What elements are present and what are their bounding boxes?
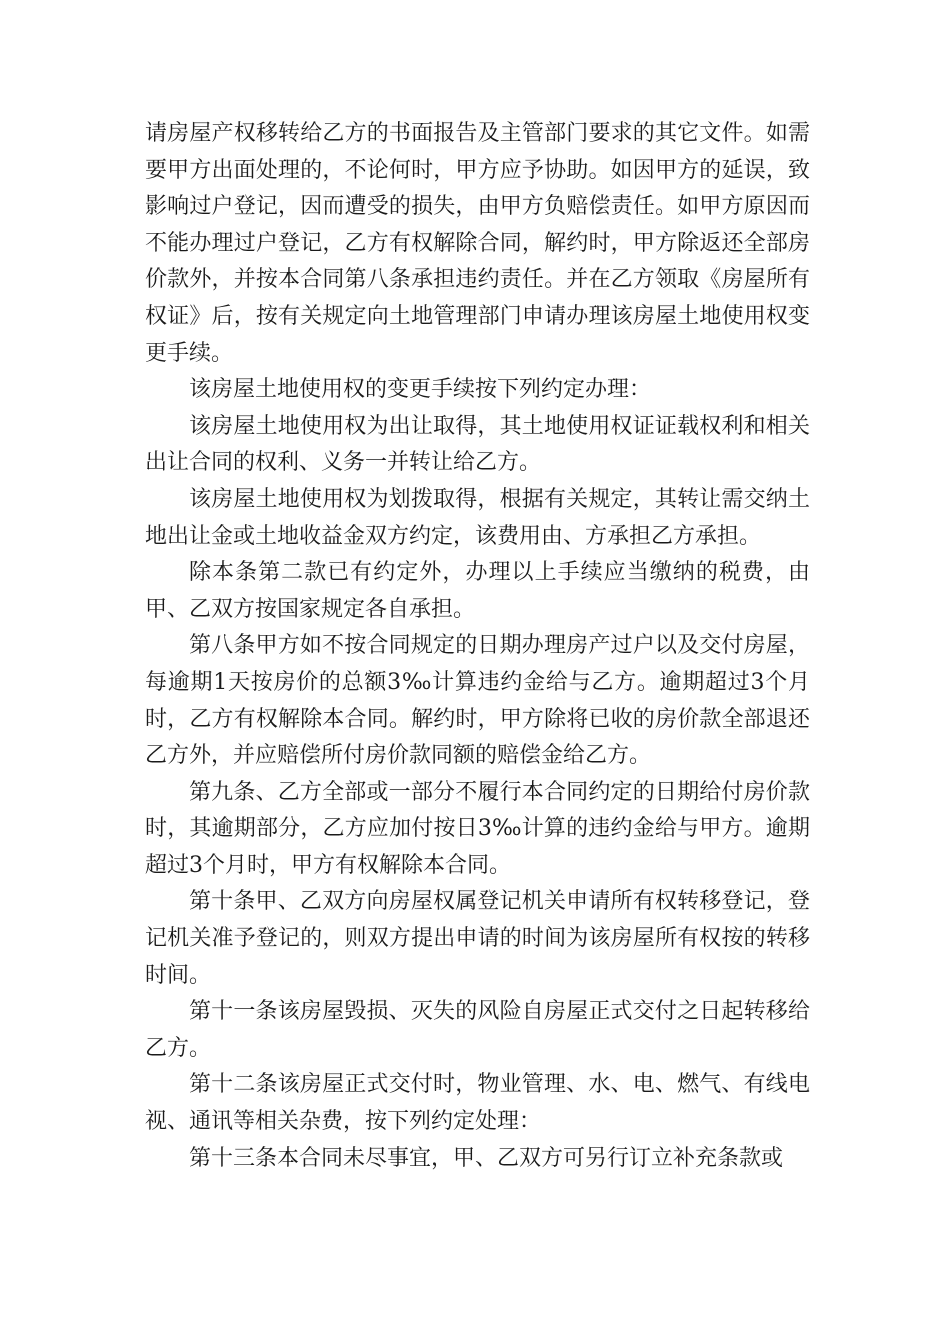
paragraph-land-use-procedure: 该房屋土地使用权的变更手续按下列约定办理： bbox=[189, 377, 652, 403]
paragraph-article-11: 第十一条该房屋毁损、灭失的风险自房屋正式交付之日起转移给乙方。 bbox=[145, 999, 810, 1061]
paragraph-allocated-land-use: 该房屋土地使用权为划拨取得，根据有关规定，其转让需交纳土地出让金或土地收益金双方约定，该费用由、方承担乙方承担。 bbox=[145, 486, 810, 549]
paragraph-granted-land-use: 该房屋土地使用权为出让取得，其土地使用权证证载权利和相关出让合同的权利、义务一并转让给乙方。 bbox=[145, 413, 810, 476]
paragraph-article-12: 第十二条该房屋正式交付时，物业管理、水、电、燃气、有线电视、通讯等相关杂费，按下列约定处理： bbox=[145, 1072, 810, 1135]
document-body bbox=[145, 116, 810, 1177]
paragraph-article-9: 第九条、乙方全部或一部分不履行本合同约定的日期给付房价款时，其逾期部分，乙方应加付按日3‰计算的违约金给与甲方。逾期超过3个月时，甲方有权解除本合同。 bbox=[145, 779, 810, 878]
paragraph-transfer-report: 请房屋产权移转给乙方的书面报告及主管部门要求的其它文件。如需要甲方出面处理的，不论何时，甲方应予协助。如因甲方的延误，致影响过户登记，因而遭受的损失，由甲方负赔偿责任。如甲方原因而不能办理过户登记，乙方有权解除合同，解约时，甲方除返还全部房价款外，并按本合同第八条承担违约责任。并在乙方领取《房屋所有权证》后，按有关规定向土地管理部门申请办理该房屋土地使用权变更手续。 bbox=[145, 121, 810, 366]
paragraph-article-8: 第八条甲方如不按合同规定的日期办理房产过户以及交付房屋，每逾期1天按房价的总额3‰计算违约金给与乙方。逾期超过3个月时，乙方有权解除本合同。解约时，甲方除将已收的房价款全部退还乙方外，并应赔偿所付房价款同额的赔偿金给乙方。 bbox=[145, 633, 810, 769]
paragraph-article-10: 第十条甲、乙双方向房屋权属登记机关申请所有权转移登记，登记机关准予登记的，则双方提出申请的时间为该房屋所有权按的转移时间。 bbox=[145, 889, 810, 988]
paragraph-article-13: 第十三条本合同未尽事宜，甲、乙双方可另行订立补充条款或 bbox=[189, 1145, 784, 1171]
paragraph-taxes-and-fees: 除本条第二款已有约定外，办理以上手续应当缴纳的税费，由甲、乙双方按国家规定各自承担。 bbox=[145, 560, 810, 622]
